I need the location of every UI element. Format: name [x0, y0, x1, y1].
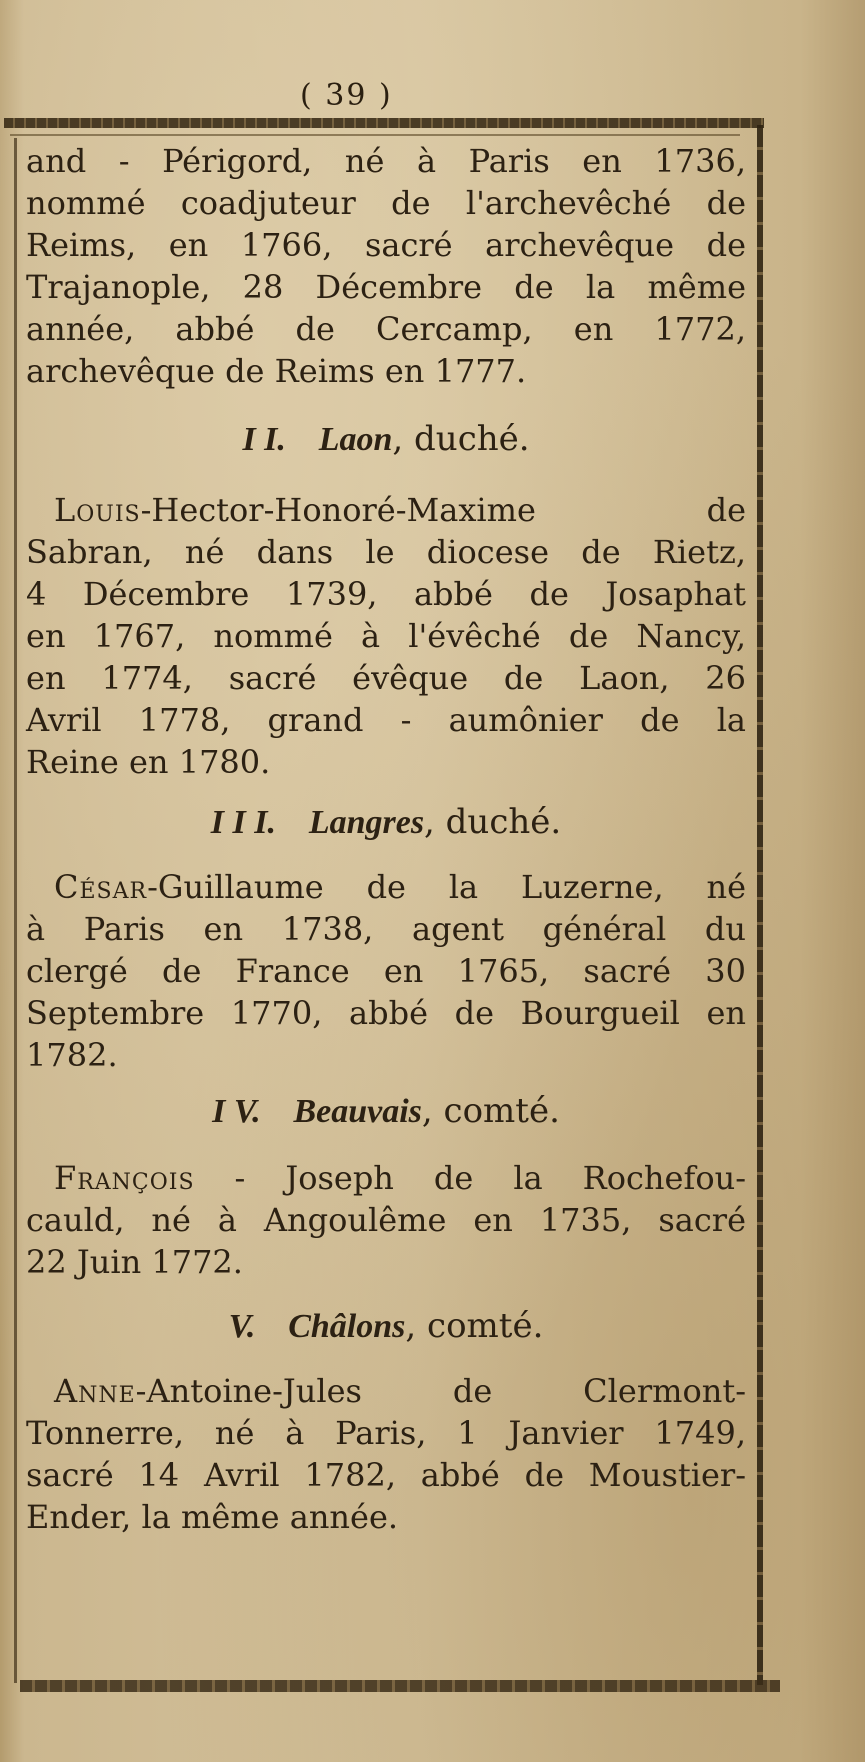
entry-chalons: [26, 1370, 746, 1538]
entry-lead-name: François: [54, 1159, 195, 1197]
entry-line: nommé coadjuteur de l'archevêché de: [26, 184, 746, 222]
entry-line: Sabran, né dans le diocese de Rietz,: [26, 533, 746, 571]
entry-line: clergé de France en 1765, sacré 30: [26, 952, 746, 990]
section-title: duché.: [414, 419, 530, 459]
entry-line: archevêque de Reims en 1777.: [26, 352, 527, 390]
entry-line: Louis-Hector-Honoré-Maxime de: [54, 491, 746, 529]
section-name: Châlons: [288, 1308, 406, 1345]
entry-line: Avril 1778, grand - aumônier de la: [26, 701, 746, 739]
entry-line: 22 Juin 1772.: [26, 1243, 243, 1281]
section-heading-laon: I I. Laon, duché.: [242, 419, 530, 459]
entry-continued: [26, 140, 746, 392]
section-number: I I I.: [210, 804, 276, 841]
left-border: [14, 138, 17, 1683]
entry-line: Septembre 1770, abbé de Bourgueil en: [26, 994, 746, 1032]
entry-line: Ender, la même année.: [26, 1498, 399, 1536]
section-name: Laon: [318, 421, 393, 458]
entry-line: en 1774, sacré évêque de Laon, 26: [26, 659, 746, 697]
section-title: comté.: [443, 1091, 560, 1131]
entry-lead-name: César: [54, 868, 148, 906]
entry-lead-name: Anne: [54, 1372, 136, 1410]
section-number: V.: [228, 1308, 256, 1345]
entry-langres: [26, 866, 746, 1076]
entry-line: and - Périgord, né à Paris en 1736,: [26, 142, 746, 180]
top-rule-thin: [10, 134, 740, 136]
entry-line: 4 Décembre 1739, abbé de Josaphat: [26, 575, 746, 613]
entry-line: 1782.: [26, 1036, 118, 1074]
entry-line: César-Guillaume de la Luzerne, né: [54, 868, 746, 906]
page-body: [26, 140, 746, 1538]
section-title: comté.: [427, 1306, 544, 1346]
entry-line: Anne-Antoine-Jules de Clermont-: [54, 1372, 746, 1410]
section-heading-langres: I I I. Langres, duché.: [210, 802, 562, 842]
entry-laon: [26, 489, 746, 783]
entry-lead-name: Louis: [54, 491, 141, 529]
right-border: [757, 125, 763, 1685]
entry-line: Trajanople, 28 Décembre de la même: [26, 268, 746, 306]
section-number: I I.: [242, 421, 286, 458]
entry-line: année, abbé de Cercamp, en 1772,: [26, 310, 746, 348]
page-number: ( 39 ): [300, 78, 393, 113]
entry-line: François - Joseph de la Rochefou-: [54, 1159, 746, 1197]
section-heading-beauvais: I V. Beauvais, comté.: [212, 1091, 560, 1131]
entry-line: sacré 14 Avril 1782, abbé de Moustier-: [26, 1456, 746, 1494]
entry-line: en 1767, nommé à l'évêché de Nancy,: [26, 617, 746, 655]
entry-line: Tonnerre, né à Paris, 1 Janvier 1749,: [26, 1414, 746, 1452]
section-name: Langres: [308, 804, 425, 841]
top-rule: [4, 118, 764, 128]
section-heading-chalons: V. Châlons, comté.: [228, 1306, 544, 1346]
section-title: duché.: [445, 802, 562, 842]
section-name: Beauvais: [293, 1093, 422, 1130]
entry-line: cauld, né à Angoulême en 1735, sacré: [26, 1201, 746, 1239]
entry-line: Reine en 1780.: [26, 743, 271, 781]
entry-line: à Paris en 1738, agent général du: [26, 910, 746, 948]
section-number: I V.: [212, 1093, 261, 1130]
bottom-rule: [20, 1680, 780, 1692]
entry-line: Reims, en 1766, sacré archevêque de: [26, 226, 746, 264]
entry-beauvais: [26, 1157, 746, 1283]
